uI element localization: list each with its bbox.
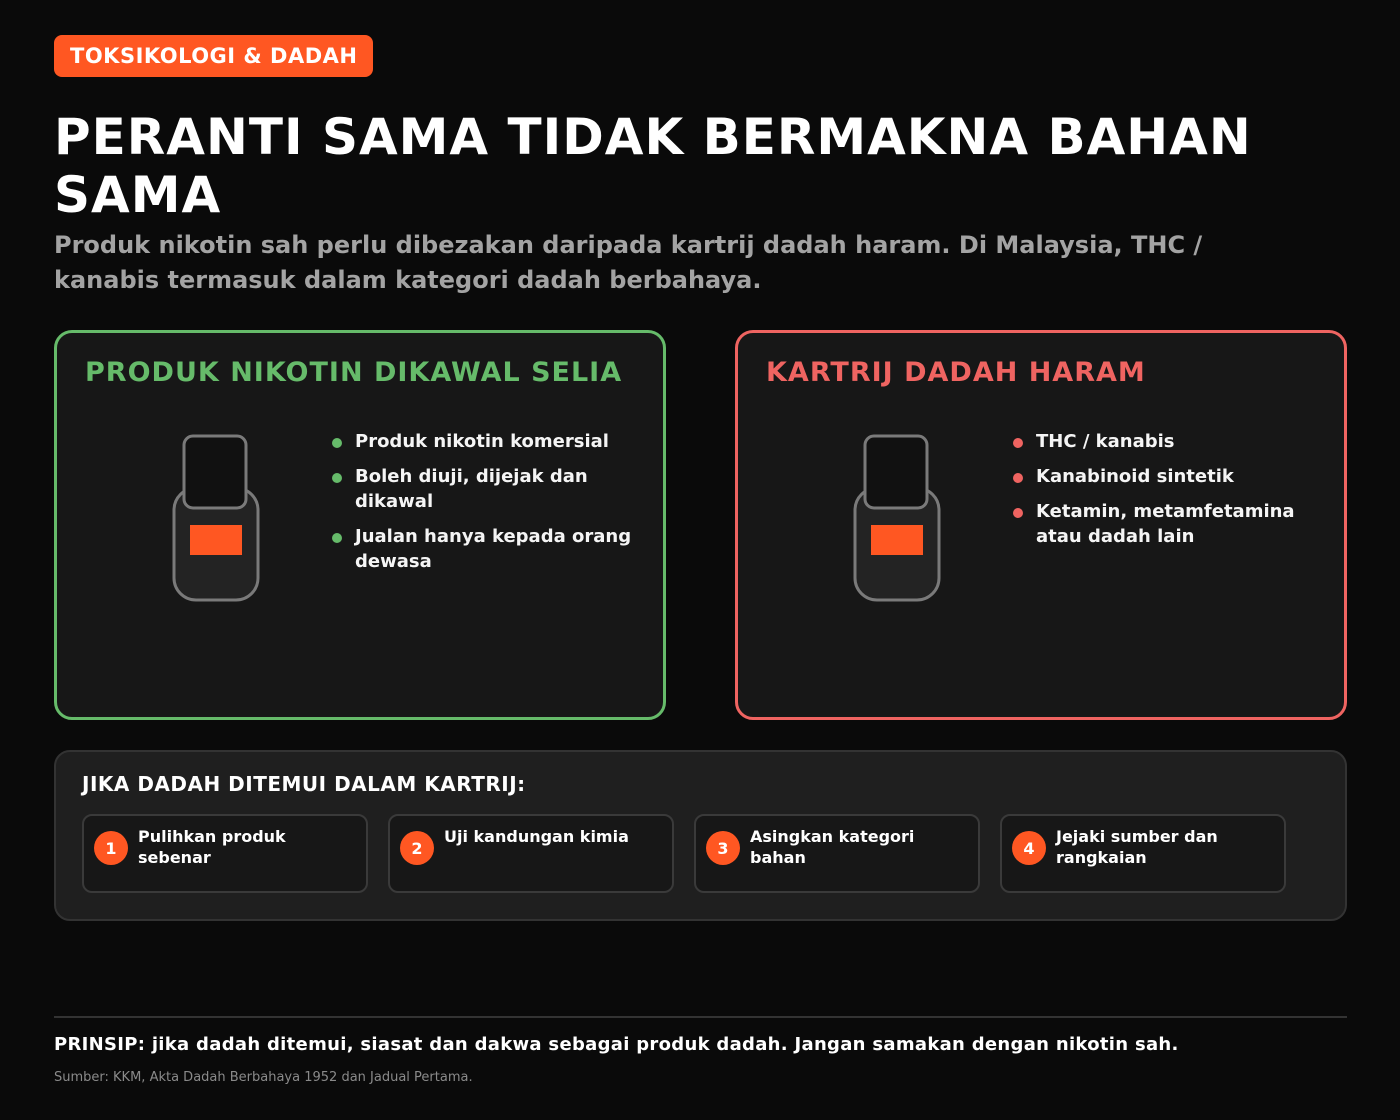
step-card bbox=[82, 814, 368, 893]
legal-card-title: PRODUK NIKOTIN DIKAWAL SELIA bbox=[85, 357, 623, 388]
principle-statement: PRINSIP: jika dadah ditemui, siasat dan dakwa sebagai produk dadah. Jangan samakan dengan nikotin sah. bbox=[54, 1034, 1179, 1055]
footer-divider bbox=[54, 1016, 1347, 1018]
page-title: PERANTI SAMA TIDAK BERMAKNA BAHAN SAMA bbox=[54, 108, 1252, 224]
list-item bbox=[329, 464, 649, 514]
list-item-label: Produk nikotin komersial bbox=[355, 431, 609, 452]
step-card bbox=[1000, 814, 1286, 893]
bullet-dot bbox=[332, 473, 342, 483]
step-number-badge: 4 bbox=[1012, 831, 1046, 865]
bullet-dot bbox=[1013, 438, 1023, 448]
step-label: Asingkan kategori bahan bbox=[750, 827, 915, 867]
list-item-label: Kanabinoid sintetik bbox=[1036, 466, 1234, 487]
source-note: Sumber: KKM, Akta Dadah Berbahaya 1952 dan Jadual Pertama. bbox=[54, 1070, 473, 1085]
legal-feature-list bbox=[329, 429, 649, 584]
action-steps-panel bbox=[54, 750, 1347, 921]
bullet-dot bbox=[1013, 473, 1023, 483]
list-item bbox=[329, 524, 649, 574]
bullet-dot bbox=[332, 438, 342, 448]
legal-nicotine-card bbox=[54, 330, 666, 720]
list-item bbox=[1010, 464, 1330, 489]
list-item-label: Jualan hanya kepada orang dewasa bbox=[355, 526, 632, 572]
list-item bbox=[1010, 429, 1330, 454]
step-label: Jejaki sumber dan rangkaian bbox=[1056, 827, 1218, 867]
vape-device-icon bbox=[852, 433, 942, 603]
list-item bbox=[329, 429, 649, 454]
list-item-label: Ketamin, metamfetamina atau dadah lain bbox=[1036, 501, 1295, 547]
bullet-dot bbox=[332, 533, 342, 543]
list-item-label: Boleh diuji, dijejak dan dikawal bbox=[355, 466, 588, 512]
bullet-dot bbox=[1013, 508, 1023, 518]
step-number-badge: 3 bbox=[706, 831, 740, 865]
category-tag: TOKSIKOLOGI & DADAH bbox=[54, 35, 373, 77]
illegal-cartridge-card bbox=[735, 330, 1347, 720]
step-label: Uji kandungan kimia bbox=[444, 827, 629, 846]
step-card bbox=[388, 814, 674, 893]
step-card bbox=[694, 814, 980, 893]
vape-device-icon bbox=[171, 433, 261, 603]
list-item bbox=[1010, 499, 1330, 549]
steps-title: JIKA DADAH DITEMUI DALAM KARTRIJ: bbox=[82, 772, 526, 796]
page-subtitle: Produk nikotin sah perlu dibezakan daripada kartrij dadah haram. Di Malaysia, THC / kanabis termasuk dalam kategori dadah berbahaya. bbox=[54, 231, 1203, 294]
list-item-label: THC / kanabis bbox=[1036, 431, 1175, 452]
step-number-badge: 1 bbox=[94, 831, 128, 865]
illegal-card-title: KARTRIJ DADAH HARAM bbox=[766, 357, 1146, 388]
step-label: Pulihkan produk sebenar bbox=[138, 827, 286, 867]
illegal-substance-list bbox=[1010, 429, 1330, 559]
step-number-badge: 2 bbox=[400, 831, 434, 865]
